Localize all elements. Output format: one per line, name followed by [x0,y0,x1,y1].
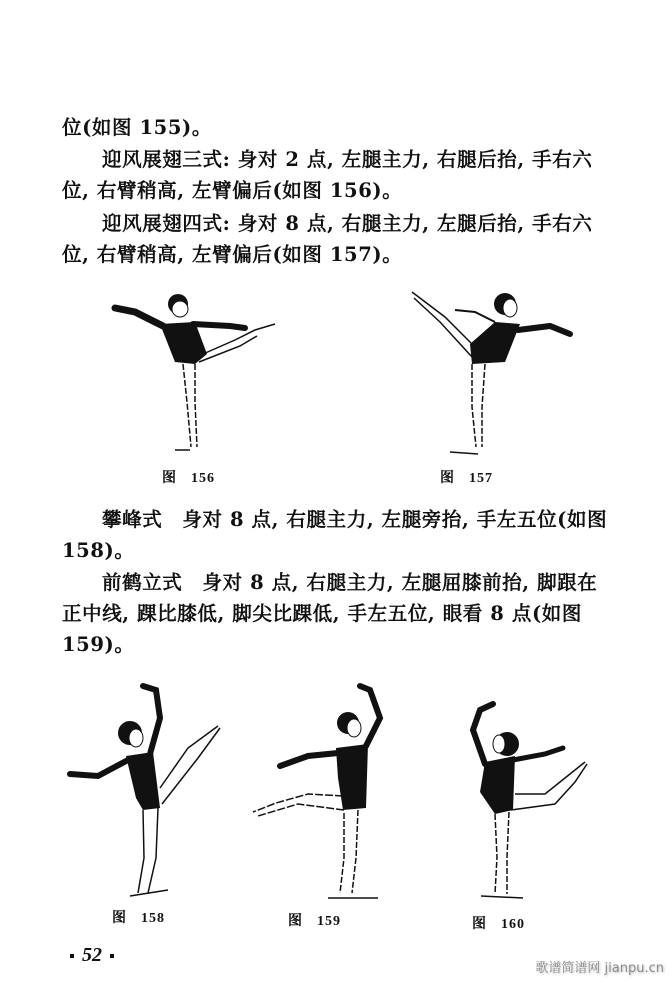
paragraph-pose-157: 迎风展翅四式: 身对 8 点, 右腿主力, 左腿后抬, 手右六位, 右臂稍高, 左臂偏后(如图 157)。 [62,212,593,266]
figure-159-illustration [248,678,438,903]
bullet-left-icon [70,954,74,958]
figure-156-caption: 图 156 [162,470,215,486]
figure-160-caption: 图 160 [472,916,525,932]
paragraph-pose-156: 迎风展翅三式: 身对 2 点, 左腿主力, 右腿后抬, 手右六位, 右臂稍高, 左臂偏后(如图 156)。 [62,148,593,202]
paragraph-pose-159: 前鹤立式 身对 8 点, 右腿主力, 左腿屈膝前抬, 脚跟在正中线, 踝比膝低, 脚尖比踝低, 手左五位, 眼看 8 点(如图 159)。 [62,571,598,656]
dancer-157-icon [400,282,590,462]
page-number: 52 [62,944,122,967]
figure-158-caption: 图 158 [112,910,165,926]
bullet-right-icon [110,954,114,958]
figure-156-illustration [95,282,285,462]
site-watermark: 歌谱简谱网 jianpu.cn [535,961,664,976]
figure-160-illustration [445,682,605,907]
dancer-156-icon [95,282,285,462]
figure-157-illustration [400,282,590,462]
dancer-160-icon [445,682,605,907]
figure-157-caption: 图 157 [440,470,493,486]
paragraph-continuation: 位(如图 155)。 [62,116,212,139]
figure-159-caption: 图 159 [288,913,341,929]
paragraph-pose-158: 攀峰式 身对 8 点, 右腿主力, 左腿旁抬, 手左五位(如图 158)。 [62,508,608,562]
dancer-158-icon [58,678,248,903]
figure-158-illustration [58,678,248,903]
dancer-159-icon [248,678,438,903]
